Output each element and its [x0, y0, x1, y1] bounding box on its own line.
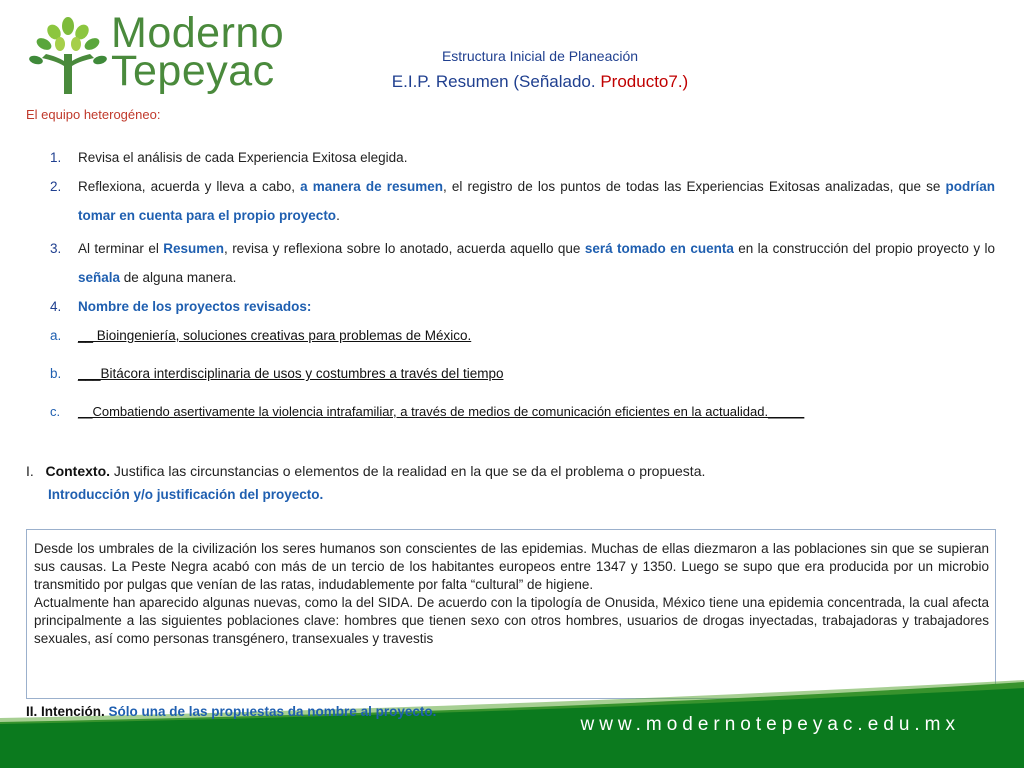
logo-line-1: Moderno — [111, 9, 285, 57]
team-label: El equipo heterogéneo: — [26, 107, 161, 122]
logo-line-2: Tepeyac — [111, 47, 275, 95]
step-highlight: será tomado en cuenta — [584, 241, 734, 256]
project-a — [50, 321, 995, 350]
step-2 — [50, 172, 995, 230]
step-text: en la construcción del propio proyecto y lo — [733, 241, 995, 256]
step-text: Revisa el análisis de cada Experiencia Exitosa elegida. — [78, 150, 408, 165]
header-subtitle: Estructura Inicial de Planeación — [441, 48, 639, 64]
step-text: de alguna manera. — [120, 270, 237, 285]
step-text: Nombre de los proyectos revisados: — [78, 299, 312, 314]
step-highlight: señala — [78, 270, 121, 285]
context-roman: I. — [26, 463, 34, 479]
project-c — [50, 397, 995, 426]
project-name: __Combatiendo asertivamente la violencia intrafamiliar, a través de medios de comunicación eficientes en la actualidad._____ — [78, 404, 805, 419]
project-name: __ Bioingeniería, soluciones creativas para problemas de México. — [78, 328, 472, 343]
header-title-product: Producto7.) — [600, 72, 689, 91]
tree-icon — [28, 14, 108, 96]
step-text: Al terminar el — [78, 241, 164, 256]
intention-heading — [26, 704, 436, 719]
step-number: 1. — [50, 150, 62, 165]
step-number: 2. — [50, 179, 62, 194]
context-heading — [26, 463, 705, 479]
step-3 — [50, 234, 995, 292]
step-text: , el registro de los puntos de todas las Experiencias Exitosas analizadas, que se — [443, 179, 946, 194]
context-text: Justifica las circunstancias o elementos de la realidad en la que se da el problema o propuesta. — [110, 463, 706, 479]
context-paragraph-1: Desde los umbrales de la civilización los seres humanos son conscientes de las epidemias. Muchas de ellas diezmaron a las poblaciones sin que se supieran sus causas. La Peste Negra acabó con más de un tercio de los habitantes europeos entre 1347 y 1350. Luego se supo que era producida por un microbio transmitido por pulgas que venían de las ratas, indudablemente por falta “cultural” de higiene. — [34, 541, 989, 592]
logo — [28, 9, 308, 96]
step-1 — [50, 143, 995, 172]
steps-list — [50, 143, 995, 426]
footer-url: www.modernotepeyac.edu.mx — [580, 714, 960, 735]
header-title-main: E.I.P. Resumen (Señalado. — [391, 72, 601, 91]
step-text: . — [336, 208, 340, 223]
context-textbox — [26, 529, 996, 699]
logo-wordmark — [111, 9, 285, 95]
step-highlight: Resumen — [163, 241, 225, 256]
context-subheading: Introducción y/o justificación del proyecto. — [48, 487, 324, 502]
project-name: ___Bitácora interdisciplinaria de usos y costumbres a través del tiempo — [78, 366, 504, 381]
project-letter: a. — [50, 328, 62, 343]
step-text: , revisa y reflexiona sobre lo anotado, acuerda aquello que — [224, 241, 585, 256]
step-4 — [50, 292, 995, 321]
header-title — [330, 72, 750, 92]
step-highlight: podrían tomar en cuenta para el propio proyecto — [78, 179, 995, 223]
project-b — [50, 359, 995, 388]
step-highlight: a manera de resumen — [300, 179, 444, 194]
intention-text: Sólo una de las propuestas da nombre al proyecto. — [104, 704, 437, 719]
context-paragraph-2: Actualmente han aparecido algunas nuevas, como la del SIDA. De acuerdo con la tipología de Onusida, México tiene una epidemia concentrada, la cual afecta principalmente a las siguientes poblaciones clave: hombres que tienen sexo con otros hombres, usuarios de drogas inyectadas, trabajadoras y trabajadores sexuales, así como personas transgénero, transexuales y travestis — [34, 595, 989, 646]
step-text: Reflexiona, acuerda y lleva a cabo, — [78, 179, 301, 194]
context-label: Contexto. — [45, 463, 111, 479]
step-number: 4. — [50, 299, 62, 314]
step-number: 3. — [50, 241, 62, 256]
intention-label: II. Intención. — [26, 704, 105, 719]
project-letter: b. — [50, 366, 62, 381]
project-letter: c. — [50, 404, 61, 419]
